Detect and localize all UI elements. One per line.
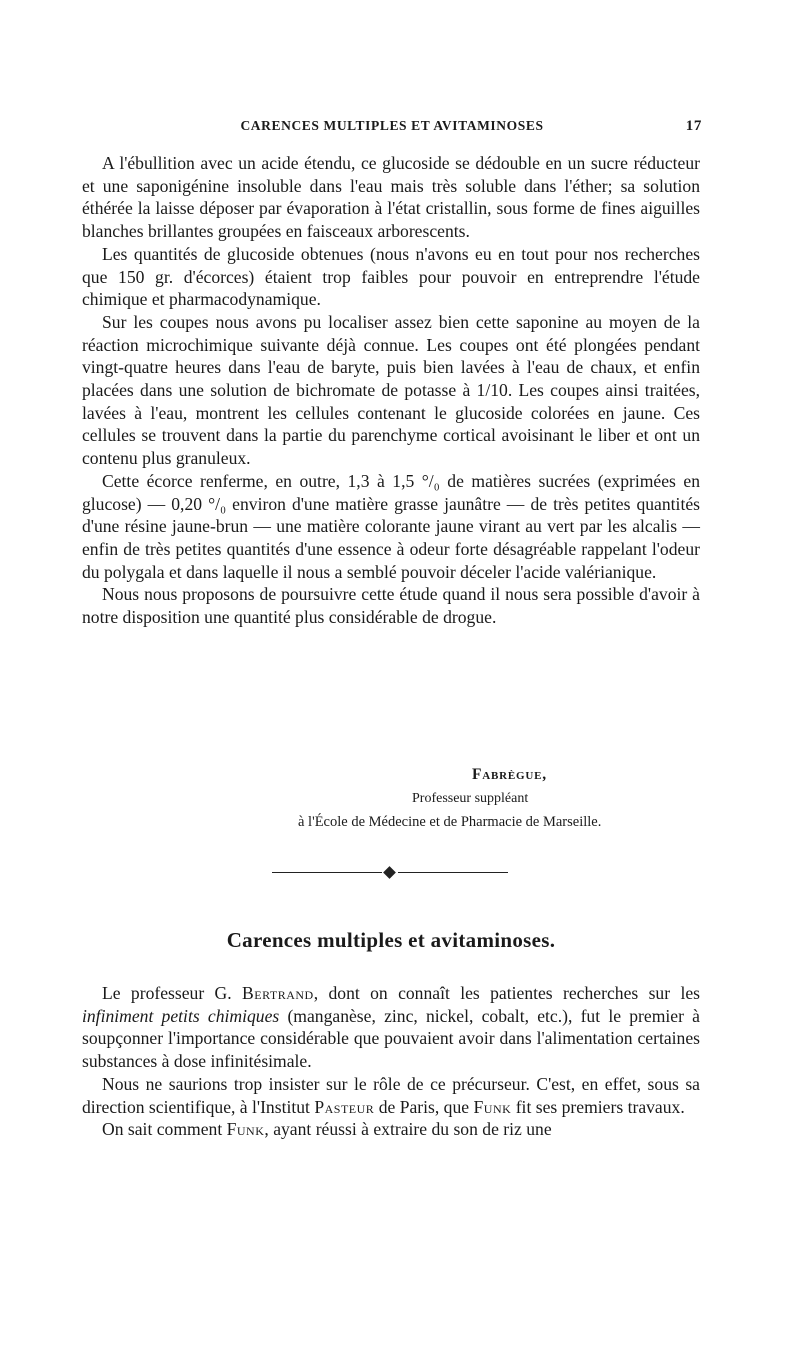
author-title: Professeur suppléant <box>412 791 529 806</box>
paragraph: Sur les coupes nous avons pu localiser assez bien cette saponine au moyen de la réaction microchimique suivante déjà connue. Les coupes ont été plongées pendant vingt-quatre heures dans l'eau de baryte, puis bien lavées à l'eau de chaux, et enfin placées dans une solution de bichromate de potasse à 1/10. Les coupes ainsi traitées, lavées à l'eau, montrent les cellules contenant le glucoside colorées en jaune. Ces cellules se trouvent dans la partie du parenchyme cortical avoisinant le liber et ont un contenu plus granuleux. <box>82 311 700 469</box>
text-run: On sait comment <box>102 1119 227 1140</box>
section-separator <box>272 866 508 880</box>
paragraph: Nous nous proposons de poursuivre cette étude quand il nous sera possible d'avoir à notre disposition une quantité plus considérable de drogue. <box>82 584 700 628</box>
emphasis-text: infiniment petits chimiques <box>82 1005 280 1026</box>
running-head-title: CARENCES MULTIPLES ET AVITAMINOSES <box>240 118 544 133</box>
page-number: 17 <box>685 118 702 134</box>
paragraph: Cette écorce renferme, en outre, 1,3 à 1,5 °/₀ de matières sucrées (exprimées en glucose) — 0,20 °/₀ environ d'une matière grasse jaunâtre — de très petites quantités d'une résine jaune-brun — une matière colorante jaune virant au vert par les alcalis — enfin de très petites quantités d'une essence à odeur forte désagréable rappelant l'odeur du polygala et dans laquelle il nous a semblé pouvoir déceler l'acide valérianique. <box>82 470 700 582</box>
text-run: (manganèse, zinc, nickel, cobalt, etc.), fut le premier à soupçonner l'importance considérable que pouvaient avoir dans l'alimentation certaines substances à dose infinitésimale. <box>82 1005 700 1072</box>
paragraph: Les quantités de glucoside obtenues (nous n'avons eu en tout pour nos recherches que 150 gr. d'écorces) étaient trop faibles pour pouvoir en entreprendre l'étude chimique et pharmacodynamique. <box>82 243 700 310</box>
diamond-ornament-icon <box>383 866 396 879</box>
person-name: Bertrand <box>242 983 314 1003</box>
paragraph <box>82 1073 700 1118</box>
running-head <box>82 118 702 140</box>
paragraph <box>82 1118 700 1141</box>
text-run: fit ses premiers travaux. <box>511 1096 685 1117</box>
text-run: , ayant réussi à extraire du son de riz une <box>264 1119 552 1140</box>
text-run: Le professeur G. <box>102 983 243 1003</box>
person-name: Funk <box>226 1119 265 1140</box>
paragraph: A l'ébullition avec un acide étendu, ce glucoside se dédouble en un sucre réducteur et une saponigénine insoluble dans l'eau mais très soluble dans l'éther; sa solution éthérée la laisse déposer par évaporation à l'état cristallin, sous forme de fines aiguilles blanches brillantes groupées en faisceaux arborescents. <box>82 153 700 242</box>
section-body <box>82 982 700 1141</box>
person-name: Funk <box>473 1096 512 1117</box>
section-heading: Carences multiples et avitaminoses. <box>226 928 556 952</box>
separator-rule-left <box>272 872 382 873</box>
text-run: de Paris, que <box>374 1096 474 1117</box>
institution-name: Pasteur <box>314 1096 375 1117</box>
text-run: Nous ne saurions trop insister sur le rôle de ce précurseur. C'est, en effet, sous sa direction scientifique, à l'Institut <box>82 1073 700 1117</box>
author-name: Fabrègue, <box>472 766 547 783</box>
author-affiliation: à l'École de Médecine et de Pharmacie de Marseille. <box>298 814 602 830</box>
separator-rule-right <box>398 872 508 873</box>
text-run: , dont on connaît les patientes recherches sur les <box>313 983 700 1003</box>
paragraph <box>82 982 700 1073</box>
article-continuation <box>82 152 700 629</box>
